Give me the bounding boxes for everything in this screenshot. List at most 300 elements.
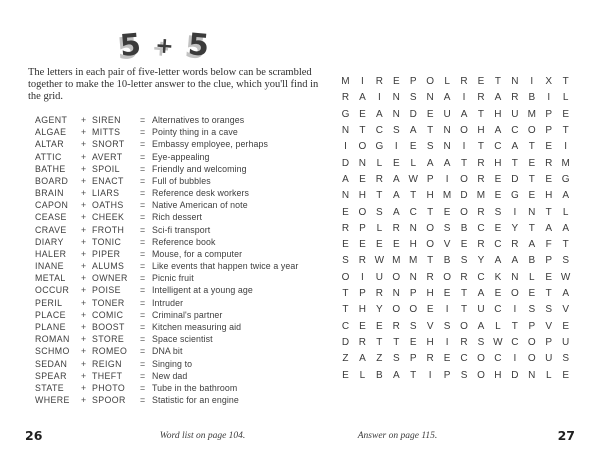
grid-row: [337, 172, 574, 188]
grid-letter: O: [443, 271, 451, 283]
grid-row: [337, 139, 574, 155]
grid-letter: I: [377, 92, 381, 104]
grid-letter: E: [494, 190, 502, 202]
grid-letter: L: [359, 369, 366, 381]
grid-letter: P: [545, 337, 553, 348]
equals-sign: =: [140, 309, 146, 320]
grid-letter: C: [494, 141, 502, 153]
equals-sign: =: [140, 322, 146, 332]
grid-letter: U: [375, 271, 383, 283]
grid-letter: C: [409, 206, 417, 218]
grid-letter: W: [560, 271, 571, 283]
grid-letter: D: [409, 108, 417, 120]
plus-sign: +: [81, 273, 87, 284]
grid-letter: T: [410, 190, 417, 202]
grid-letter: S: [477, 337, 485, 348]
grid-letter: X: [545, 76, 553, 87]
word2-label: BOOST: [92, 322, 125, 332]
grid-letter: T: [528, 141, 535, 153]
plus-sign: +: [81, 285, 87, 296]
equals-sign: =: [140, 297, 146, 308]
grid-letter: A: [477, 288, 485, 300]
grid-letter: O: [358, 141, 367, 153]
clue-text: Criminal's partner: [152, 309, 223, 320]
word-pair-row: [35, 394, 325, 406]
equals-sign: =: [140, 346, 146, 357]
clue-text: Kitchen measuring aid: [152, 322, 242, 332]
grid-letter: C: [511, 124, 519, 136]
grid-letter: S: [409, 92, 417, 104]
grid-letter: R: [426, 271, 434, 283]
grid-letter: W: [374, 255, 385, 267]
grid-letter: T: [427, 206, 434, 218]
clue-text: Tube in the bathroom: [152, 382, 238, 393]
grid-letter: H: [426, 190, 434, 202]
grid-letter: M: [392, 255, 401, 267]
clue-text: Rich dessert: [152, 212, 203, 223]
grid-letter: I: [394, 141, 398, 153]
word-pair-row: [35, 211, 325, 223]
grid-letter: I: [445, 337, 449, 348]
grid-letter: A: [494, 92, 502, 104]
grid-letter: T: [477, 141, 485, 153]
grid-letter: I: [428, 369, 432, 381]
grid-row: [337, 107, 574, 123]
grid-letter: Z: [376, 353, 383, 365]
grid-letter: R: [477, 92, 485, 104]
grid-letter: O: [426, 239, 435, 251]
grid-letter: L: [562, 206, 569, 218]
grid-letter: A: [511, 141, 519, 153]
clue-text: Reference desk workers: [152, 188, 250, 199]
grid-letter: N: [409, 222, 417, 234]
equals-sign: =: [140, 285, 146, 296]
grid-letter: Y: [511, 222, 519, 234]
grid-letter: D: [341, 157, 350, 169]
word-pair-list: [35, 114, 325, 406]
word1-label: PLACE: [35, 309, 66, 320]
grid-letter: R: [358, 337, 367, 348]
grid-row: [337, 74, 574, 90]
grid-letter: A: [528, 239, 536, 251]
equals-sign: =: [140, 115, 146, 126]
plus-sign: +: [81, 395, 87, 406]
grid-letter: H: [426, 337, 434, 348]
word2-label: OWNER: [92, 273, 128, 284]
plus-sign: +: [81, 334, 87, 345]
grid-letter: P: [443, 369, 451, 381]
grid-letter: C: [494, 239, 502, 251]
grid-letter: I: [361, 271, 364, 283]
grid-letter: P: [359, 288, 366, 300]
plus-sign: +: [81, 151, 87, 162]
grid-letter: R: [426, 353, 434, 365]
grid-letter: N: [392, 108, 400, 120]
word2-label: PIPER: [92, 248, 121, 259]
grid-letter: I: [462, 92, 466, 104]
grid-letter: E: [409, 141, 417, 153]
grid-letter: Y: [477, 255, 485, 267]
grid-letter: O: [426, 76, 435, 87]
grid-row: [337, 351, 574, 367]
grid-letter: R: [392, 320, 400, 332]
grid-letter: I: [361, 76, 364, 87]
word2-label: ALUMS: [92, 261, 125, 272]
word-pair-row: [35, 138, 325, 150]
grid-letter: R: [375, 76, 383, 87]
grid-letter: R: [341, 222, 350, 234]
plus-sign: +: [81, 139, 87, 150]
clue-text: Embassy employee, perhaps: [152, 139, 268, 150]
grid-letter: A: [392, 190, 400, 202]
puzzle-title: [120, 28, 211, 63]
grid-letter: S: [342, 255, 349, 267]
grid-letter: S: [494, 206, 502, 218]
grid-letter: I: [564, 141, 568, 153]
clue-text: Statistic for an engine: [152, 395, 239, 406]
grid-letter: R: [477, 173, 485, 185]
grid-letter: O: [358, 206, 367, 218]
grid-letter: G: [561, 173, 570, 185]
grid-letter: H: [494, 369, 502, 381]
grid-letter: C: [375, 124, 383, 136]
grid-letter: E: [545, 141, 553, 153]
grid-letter: H: [545, 190, 553, 202]
word2-label: REIGN: [92, 358, 122, 369]
word1-label: PERIL: [35, 297, 63, 308]
plus-sign: +: [81, 115, 87, 126]
grid-letter: S: [562, 255, 569, 267]
grid-letter: E: [359, 173, 366, 185]
grid-letter: A: [426, 157, 434, 169]
word-pair-row: [35, 297, 325, 309]
clue-text: DNA bit: [152, 346, 183, 357]
title-char: 5: [118, 27, 145, 64]
word-pair-row: [35, 333, 325, 345]
word1-label: ATTIC: [35, 151, 62, 162]
plus-sign: +: [81, 212, 87, 223]
grid-row: [337, 123, 574, 139]
plus-sign: +: [81, 261, 87, 272]
grid-letter: C: [341, 320, 350, 332]
grid-letter: M: [409, 255, 418, 267]
grid-letter: R: [477, 206, 485, 218]
grid-letter: A: [409, 124, 417, 136]
grid-row: [337, 156, 574, 172]
word-pair-row: [35, 175, 325, 187]
grid-letter: A: [562, 190, 569, 202]
grid-letter: O: [527, 337, 536, 348]
grid-letter: I: [462, 141, 466, 153]
letter-grid: [337, 74, 574, 384]
word1-label: WHERE: [35, 395, 70, 406]
grid-letter: S: [409, 320, 417, 332]
word2-label: SPOOR: [92, 395, 126, 406]
word2-label: SPOIL: [92, 163, 120, 174]
grid-letter: A: [392, 206, 400, 218]
word-pair-row: [35, 163, 325, 175]
answer-reference-note: Answer on page 115.: [357, 431, 438, 441]
plus-sign: +: [81, 248, 87, 259]
word-list-reference-note: Word list on page 104.: [159, 431, 246, 441]
grid-letter: S: [460, 369, 468, 381]
word-pair-row: [35, 309, 325, 321]
clue-text: Picnic fruit: [152, 273, 194, 284]
word-pair-row: [35, 199, 325, 211]
grid-letter: B: [460, 222, 468, 234]
grid-letter: O: [392, 304, 401, 316]
grid-letter: N: [511, 76, 519, 87]
grid-letter: E: [376, 239, 383, 251]
grid-letter: R: [511, 92, 519, 104]
clue-text: Pointy thing in a cave: [152, 127, 238, 138]
word2-label: AVERT: [92, 151, 123, 162]
equals-sign: =: [140, 261, 146, 272]
grid-letter: O: [426, 222, 435, 234]
plus-sign: +: [81, 127, 87, 138]
grid-letter: E: [460, 239, 468, 251]
equals-sign: =: [140, 248, 146, 259]
word2-label: THEFT: [92, 370, 123, 381]
grid-letter: R: [341, 92, 350, 104]
grid-letter: P: [545, 124, 553, 136]
grid-letter: S: [392, 124, 400, 136]
grid-letter: A: [511, 255, 519, 267]
grid-letter: E: [443, 353, 451, 365]
grid-letter: E: [494, 173, 502, 185]
word-pair-row: [35, 284, 325, 296]
grid-letter: R: [375, 288, 383, 300]
grid-letter: I: [513, 353, 517, 365]
grid-letter: P: [528, 320, 536, 332]
grid-letter: A: [342, 173, 349, 185]
grid-letter: R: [460, 76, 468, 87]
grid-letter: H: [494, 157, 502, 169]
grid-letter: C: [477, 222, 485, 234]
grid-letter: I: [344, 141, 347, 153]
grid-letter: S: [562, 353, 569, 365]
equals-sign: =: [140, 188, 146, 199]
grid-letter: E: [342, 206, 349, 218]
word1-label: ROMAN: [35, 334, 70, 345]
grid-letter: E: [494, 288, 502, 300]
grid-letter: N: [341, 124, 350, 136]
grid-letter: H: [477, 124, 485, 136]
word1-label: ALGAE: [35, 127, 67, 138]
grid-letter: R: [477, 239, 485, 251]
clue-text: Singing to: [152, 358, 193, 369]
grid-letter: E: [409, 337, 417, 348]
grid-row: [337, 335, 574, 351]
grid-letter: L: [529, 271, 535, 283]
grid-letter: P: [359, 222, 366, 234]
word2-label: SNORT: [92, 139, 125, 150]
grid-letter: C: [511, 337, 519, 348]
plus-sign: +: [81, 346, 87, 357]
grid-letter: P: [545, 108, 553, 120]
clue-text: Alternatives to oranges: [152, 115, 245, 126]
grid-letter: L: [495, 320, 501, 332]
grid-letter: S: [443, 320, 451, 332]
word1-label: STATE: [35, 382, 65, 393]
grid-letter: C: [494, 353, 502, 365]
grid-letter: N: [528, 206, 536, 218]
plus-sign: +: [81, 309, 87, 320]
grid-letter: E: [528, 157, 536, 169]
grid-letter: E: [562, 369, 569, 381]
grid-letter: U: [443, 108, 451, 120]
grid-row: [337, 90, 574, 106]
word2-label: ENACT: [92, 175, 124, 186]
equals-sign: =: [140, 127, 146, 138]
grid-letter: V: [426, 320, 434, 332]
plus-sign: +: [81, 236, 87, 247]
grid-letter: R: [358, 255, 367, 267]
grid-row: [337, 368, 574, 384]
grid-letter: P: [409, 76, 417, 87]
grid-letter: W: [408, 173, 418, 185]
grid-letter: V: [545, 320, 553, 332]
grid-letter: M: [442, 190, 452, 202]
grid-letter: P: [426, 173, 434, 185]
plus-sign: +: [81, 224, 87, 235]
grid-letter: D: [511, 173, 519, 185]
grid-letter: N: [443, 141, 451, 153]
grid-letter: A: [359, 353, 366, 365]
grid-letter: U: [511, 108, 519, 120]
grid-letter: I: [445, 304, 449, 316]
word1-label: BOARD: [35, 175, 69, 186]
grid-letter: Y: [376, 304, 383, 316]
grid-letter: A: [443, 92, 451, 104]
grid-letter: H: [358, 304, 367, 316]
grid-letter: H: [494, 108, 502, 120]
word1-label: CEASE: [35, 212, 67, 223]
plus-sign: +: [81, 175, 87, 186]
grid-letter: A: [477, 320, 485, 332]
grid-letter: A: [494, 255, 502, 267]
grid-letter: T: [545, 288, 552, 300]
grid-letter: A: [562, 288, 569, 300]
grid-letter: E: [392, 76, 400, 87]
grid-letter: L: [444, 76, 450, 87]
word1-label: CRAVE: [35, 224, 67, 235]
grid-letter: O: [477, 369, 485, 381]
grid-letter: E: [426, 304, 434, 316]
grid-letter: K: [494, 271, 502, 283]
grid-letter: G: [510, 190, 519, 202]
title-char: +: [154, 33, 177, 60]
word1-label: BRAIN: [35, 188, 64, 199]
plus-sign: +: [81, 188, 87, 199]
word2-label: TONER: [92, 297, 125, 308]
grid-letter: R: [545, 157, 553, 169]
grid-letter: T: [427, 255, 434, 267]
grid-letter: L: [410, 157, 416, 169]
grid-letter: T: [342, 304, 349, 316]
clue-text: Reference book: [152, 236, 216, 247]
grid-letter: R: [477, 157, 485, 169]
grid-letter: S: [376, 206, 383, 218]
grid-letter: N: [511, 271, 519, 283]
grid-letter: S: [392, 353, 400, 365]
grid-letter: E: [443, 288, 451, 300]
grid-letter: U: [477, 304, 485, 316]
grid-letter: O: [460, 320, 468, 332]
grid-letter: E: [562, 108, 569, 120]
grid-letter: T: [359, 124, 366, 136]
grid-letter: R: [392, 222, 400, 234]
word2-label: ROMEO: [92, 346, 128, 357]
grid-letter: V: [443, 239, 451, 251]
equals-sign: =: [140, 163, 146, 174]
grid-letter: T: [477, 108, 485, 120]
grid-letter: S: [528, 304, 536, 316]
grid-letter: A: [376, 108, 383, 120]
grid-letter: E: [392, 239, 400, 251]
word-pair-row: [35, 126, 325, 138]
grid-letter: T: [562, 76, 569, 87]
plus-sign: +: [81, 322, 87, 332]
grid-letter: M: [476, 190, 486, 202]
grid-letter: O: [510, 288, 519, 300]
word-pair-row: [35, 114, 325, 126]
grid-letter: E: [359, 108, 366, 120]
grid-row: [337, 253, 574, 269]
word1-label: AGENT: [35, 115, 68, 126]
word-pair-row: [35, 345, 325, 357]
word2-label: SIREN: [92, 115, 121, 126]
word1-label: SCHMO: [35, 346, 70, 357]
word-pair-row: [35, 272, 325, 284]
grid-letter: B: [443, 255, 451, 267]
grid-letter: S: [545, 304, 553, 316]
grid-letter: I: [513, 206, 517, 218]
word-pair-row: [35, 382, 325, 394]
grid-letter: N: [528, 369, 536, 381]
grid-letter: I: [445, 173, 449, 185]
grid-letter: T: [376, 337, 383, 348]
grid-row: [337, 302, 574, 318]
grid-letter: G: [375, 141, 384, 153]
grid-letter: N: [443, 124, 451, 136]
grid-letter: E: [342, 239, 349, 251]
clue-text: Eye-appealing: [152, 151, 210, 162]
equals-sign: =: [140, 273, 146, 284]
grid-letter: N: [409, 271, 417, 283]
word1-label: SEDAN: [35, 358, 68, 369]
word-pair-row: [35, 248, 325, 260]
grid-letter: E: [528, 190, 536, 202]
grid-letter: R: [460, 271, 468, 283]
grid-letter: B: [528, 255, 536, 267]
grid-letter: O: [460, 173, 468, 185]
word2-label: FROTH: [92, 224, 125, 235]
word-pair-row: [35, 236, 325, 248]
word-pair-row: [35, 187, 325, 199]
grid-letter: L: [562, 92, 569, 104]
grid-letter: H: [426, 288, 434, 300]
clue-text: Space scientist: [152, 334, 213, 345]
grid-letter: P: [409, 288, 417, 300]
word1-label: ALTAR: [35, 139, 65, 150]
grid-letter: M: [341, 76, 350, 87]
grid-letter: N: [392, 92, 400, 104]
grid-letter: E: [494, 222, 502, 234]
word1-label: METAL: [35, 273, 66, 284]
plus-sign: +: [81, 200, 87, 211]
grid-letter: L: [545, 369, 552, 381]
